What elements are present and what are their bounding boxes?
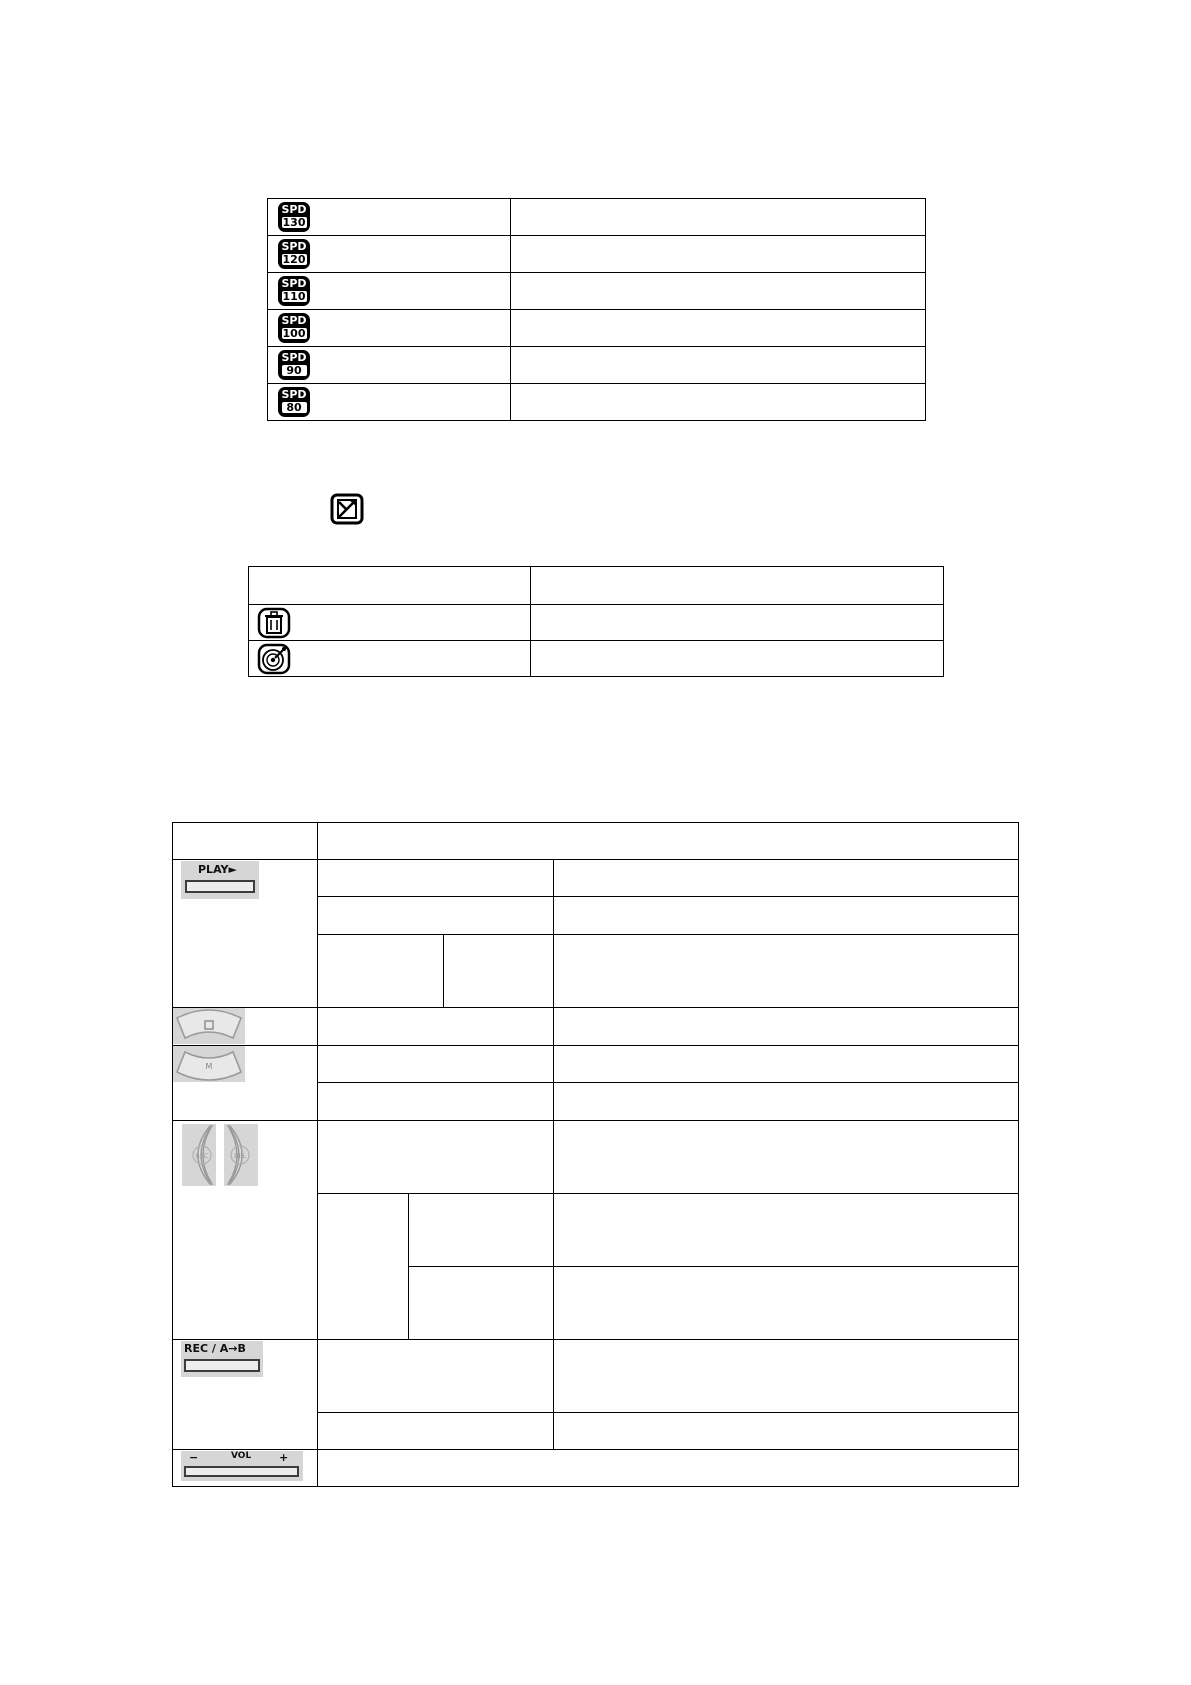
tools-edit-icon [330, 493, 364, 525]
play-desc-cell [554, 860, 1019, 897]
speed-table [267, 198, 926, 421]
speed-row [268, 310, 926, 347]
speed-badge-top: SPD [281, 203, 307, 216]
play-slot [185, 880, 255, 893]
rec-desc-cell [554, 1413, 1019, 1450]
buttons-table [172, 822, 1019, 1487]
speed-badge-icon [278, 239, 310, 269]
speed-row [268, 273, 926, 310]
play-button[interactable] [181, 861, 259, 899]
menu-subcell [318, 1083, 554, 1121]
play-button-cell [173, 860, 318, 1008]
play-desc-cell [554, 935, 1019, 1008]
vol-minus-label: − [189, 1451, 199, 1464]
speed-desc-cell [511, 273, 926, 310]
skip-subcell-hold [318, 1194, 409, 1340]
speed-badge-value: 90 [282, 365, 307, 376]
stop-button-cell [173, 1008, 318, 1046]
stop-button[interactable] [173, 1008, 245, 1044]
speed-badge-cell [268, 347, 511, 384]
skip-desc-cell [554, 1121, 1019, 1194]
speed-badge-value: 100 [282, 327, 306, 340]
skip-buttons-cell [173, 1121, 318, 1340]
speed-badge-icon [278, 202, 310, 232]
vol-plus-label: + [279, 1451, 289, 1464]
skip-subcell-b [409, 1267, 554, 1340]
speed-desc-cell [511, 384, 926, 421]
speed-badge-cell [268, 199, 511, 236]
mode-row-desc-cell [531, 605, 944, 641]
speed-badge-top: SPD [281, 314, 307, 327]
mode-header-cell [531, 567, 944, 605]
speed-badge-top: SPD [281, 240, 307, 253]
speed-badge-top: SPD [281, 388, 307, 401]
header-cell-button [173, 823, 318, 860]
speed-badge-icon [278, 313, 310, 343]
speed-badge-icon [278, 350, 310, 380]
play-label: PLAY► [198, 863, 237, 876]
play-subcell-a [318, 935, 444, 1008]
skip-subcell-a [409, 1194, 554, 1267]
play-subcell-b [444, 935, 554, 1008]
stop-desc-cell [554, 1008, 1019, 1046]
vol-slot [184, 1466, 299, 1477]
mode-header-cell [249, 567, 531, 605]
rec-subcell [318, 1413, 554, 1450]
speed-badge-top: SPD [281, 351, 307, 364]
stop-subcell [318, 1008, 554, 1046]
mode-table [248, 566, 944, 677]
rec-button-cell [173, 1340, 318, 1450]
vol-label: VOL [231, 1451, 252, 1461]
speed-row [268, 199, 926, 236]
vol-button-cell [173, 1450, 318, 1487]
menu-subcell [318, 1046, 554, 1083]
menu-button-cell [173, 1046, 318, 1121]
rec-subcell [318, 1340, 554, 1413]
speed-badge-icon [278, 387, 310, 417]
speed-row [268, 384, 926, 421]
rec-desc-cell [554, 1340, 1019, 1413]
speed-badge-cell [268, 236, 511, 273]
header-cell-function [318, 823, 1019, 860]
menu-icon: M [205, 1062, 213, 1071]
speed-badge-value: 120 [282, 253, 306, 266]
mode-row-icon-cell [249, 641, 531, 677]
menu-desc-cell [554, 1083, 1019, 1121]
play-desc-cell [554, 897, 1019, 935]
menu-button[interactable] [173, 1046, 245, 1082]
prev-label: REC [195, 1153, 209, 1160]
play-subcell [318, 860, 554, 897]
rec-slot [184, 1359, 260, 1372]
speed-badge-cell [268, 384, 511, 421]
skip-desc-cell [554, 1194, 1019, 1267]
trash-bin-icon [257, 607, 291, 639]
speed-badge-cell [268, 273, 511, 310]
next-button[interactable] [224, 1124, 258, 1186]
mode-row-icon-cell [249, 605, 531, 641]
disc-record-icon [257, 643, 291, 675]
rec-label: REC / A→B [184, 1342, 246, 1355]
speed-desc-cell [511, 347, 926, 384]
skip-subcell [318, 1121, 554, 1194]
speed-row [268, 347, 926, 384]
vol-desc-cell [318, 1450, 1019, 1487]
speed-badge-value: 130 [282, 216, 306, 229]
prev-button[interactable] [182, 1124, 216, 1186]
play-subcell [318, 897, 554, 935]
next-label: DEL [234, 1153, 246, 1160]
speed-badge-cell [268, 310, 511, 347]
skip-desc-cell [554, 1267, 1019, 1340]
speed-desc-cell [511, 199, 926, 236]
menu-desc-cell [554, 1046, 1019, 1083]
vol-button[interactable] [181, 1451, 303, 1481]
speed-badge-value: 80 [282, 402, 307, 413]
speed-badge-icon [278, 276, 310, 306]
speed-desc-cell [511, 236, 926, 273]
mode-row-desc-cell [531, 641, 944, 677]
speed-row [268, 236, 926, 273]
speed-desc-cell [511, 310, 926, 347]
speed-badge-top: SPD [281, 277, 307, 290]
rec-button[interactable] [181, 1341, 263, 1377]
speed-badge-value: 110 [282, 290, 306, 303]
